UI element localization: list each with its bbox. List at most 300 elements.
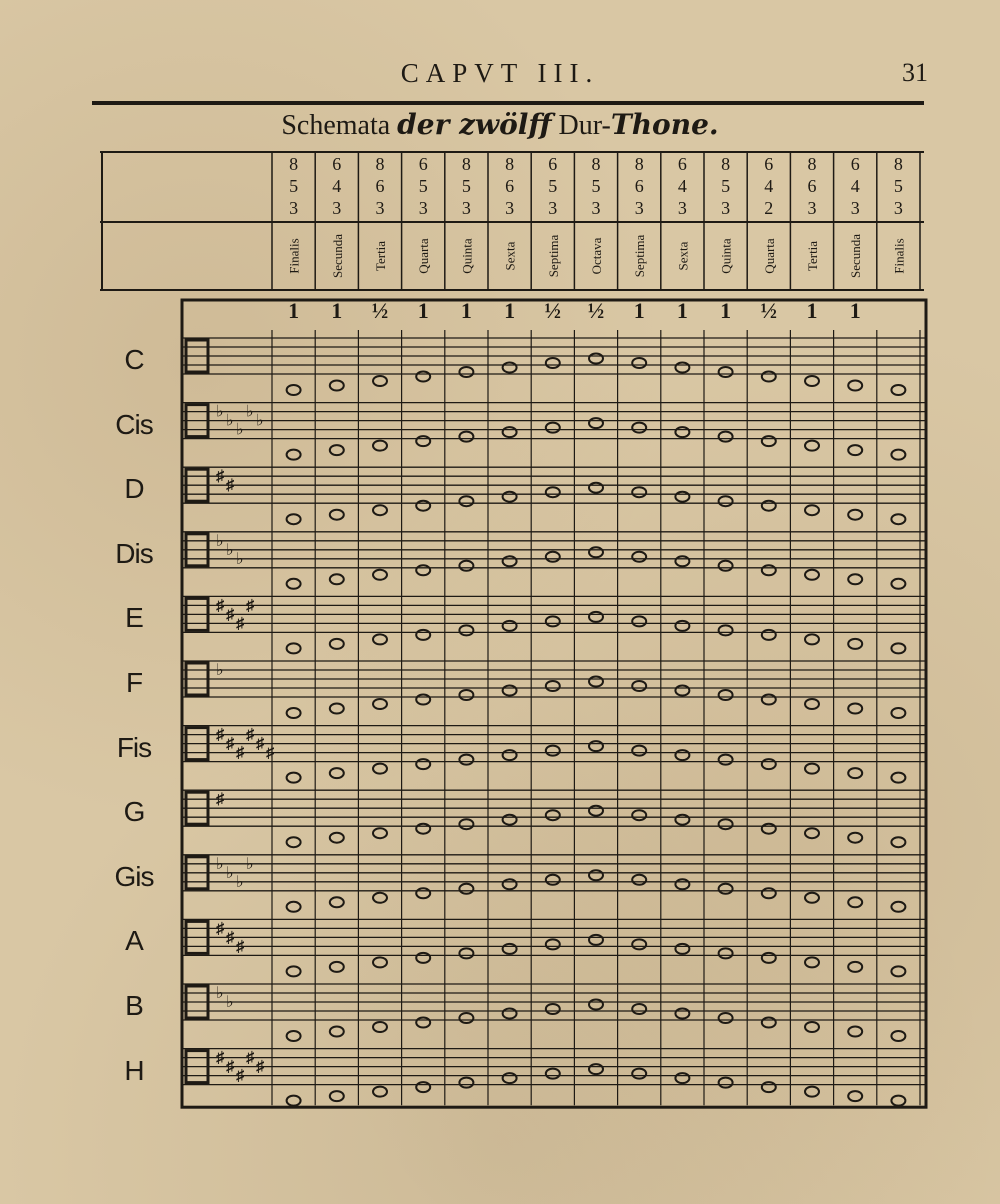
whole-note — [287, 902, 301, 912]
sharp-icon: ♯ — [226, 1058, 234, 1076]
whole-note — [891, 450, 905, 460]
whole-note — [287, 837, 301, 847]
column-name: Quinta — [718, 238, 734, 274]
figured-bass-number: 6 — [634, 176, 644, 196]
step-marker: 1 — [288, 298, 300, 323]
whole-note — [762, 1018, 776, 1028]
figured-bass-number: 6 — [850, 154, 860, 174]
flat-icon: ♭ — [216, 855, 224, 873]
whole-note — [546, 616, 560, 626]
whole-note — [503, 879, 517, 889]
whole-note — [805, 634, 819, 644]
column-name: Finalis — [286, 238, 302, 274]
whole-note — [762, 501, 776, 511]
figured-bass-number: 3 — [591, 198, 601, 218]
flat-icon: ♭ — [216, 662, 224, 679]
whole-note — [330, 704, 344, 714]
flat-icon: ♭ — [226, 412, 234, 430]
figured-bass-number: 3 — [332, 198, 342, 218]
sharp-icon: ♯ — [236, 615, 244, 633]
whole-note — [373, 1087, 387, 1097]
flat-icon: ♭ — [256, 412, 264, 430]
column-name: Finalis — [891, 238, 907, 274]
whole-note — [891, 643, 905, 653]
whole-note — [589, 935, 603, 945]
key-label: E — [125, 602, 143, 634]
column-name: Quarta — [761, 238, 777, 274]
sharp-icon: ♯ — [216, 1049, 224, 1067]
figured-bass-number: 8 — [807, 154, 817, 174]
whole-note — [891, 1096, 905, 1106]
flat-icon: ♭ — [226, 994, 234, 1011]
whole-note — [805, 570, 819, 580]
step-marker: 1 — [504, 298, 516, 323]
whole-note — [805, 376, 819, 386]
figured-bass-number: 3 — [634, 198, 644, 218]
whole-note — [459, 1078, 473, 1088]
sharp-icon: ♯ — [226, 606, 234, 624]
whole-note — [546, 1004, 560, 1014]
whole-note — [891, 579, 905, 589]
whole-note — [503, 750, 517, 760]
whole-note — [848, 897, 862, 907]
sharp-icon: ♯ — [246, 597, 254, 615]
chapter-header: CAPVT III. — [400, 58, 600, 88]
subtitle-word-der-zwoelff: der zwölff — [397, 108, 552, 141]
sharp-icon: ♯ — [226, 929, 234, 947]
figured-bass-number: 6 — [764, 154, 774, 174]
figured-bass-number: 3 — [893, 198, 903, 218]
step-marker: ½ — [760, 298, 778, 323]
whole-note — [459, 367, 473, 377]
whole-note — [632, 423, 646, 433]
step-marker: ½ — [587, 298, 605, 323]
whole-note — [416, 953, 430, 963]
whole-note — [848, 1091, 862, 1101]
figured-bass-number: 5 — [591, 176, 601, 196]
whole-note — [416, 372, 430, 382]
whole-note — [416, 630, 430, 640]
sharp-icon: ♯ — [256, 1058, 264, 1076]
figured-bass-number: 6 — [807, 176, 817, 196]
sharp-icon: ♯ — [226, 735, 234, 753]
key-label: F — [125, 667, 143, 698]
sharp-icon: ♯ — [246, 726, 254, 744]
page-number: 31 — [902, 58, 928, 87]
whole-note — [287, 708, 301, 718]
whole-note — [589, 1064, 603, 1074]
whole-note — [719, 948, 733, 958]
whole-note — [287, 579, 301, 589]
whole-note — [503, 363, 517, 373]
whole-note — [589, 677, 603, 687]
whole-note — [805, 505, 819, 515]
whole-note — [416, 436, 430, 446]
flat-icon: ♭ — [246, 855, 254, 873]
whole-note — [848, 962, 862, 972]
whole-note — [632, 810, 646, 820]
figured-bass-number: 3 — [850, 198, 860, 218]
column-name: Octava — [589, 237, 604, 275]
whole-note — [459, 625, 473, 635]
figured-bass-number: 6 — [375, 176, 385, 196]
sharp-icon: ♯ — [266, 744, 274, 762]
key-label: Cis — [115, 408, 153, 440]
whole-note — [632, 746, 646, 756]
whole-note — [762, 436, 776, 446]
whole-note — [891, 708, 905, 718]
whole-note — [632, 1069, 646, 1079]
whole-note — [675, 686, 689, 696]
whole-note — [546, 552, 560, 562]
figured-bass-number: 8 — [461, 154, 471, 174]
key-label: Gis — [114, 860, 154, 892]
whole-note — [416, 1082, 430, 1092]
whole-note — [503, 686, 517, 696]
key-label: Dis — [115, 537, 153, 569]
whole-note — [848, 833, 862, 843]
whole-note — [330, 1091, 344, 1101]
whole-note — [805, 828, 819, 838]
subtitle-word-thone: Thone. — [610, 108, 719, 141]
figured-bass-number: 5 — [289, 176, 299, 196]
step-marker: 1 — [806, 298, 818, 323]
sharp-icon: ♯ — [256, 735, 264, 753]
figured-bass-number: 6 — [418, 154, 428, 174]
figured-bass-number: 5 — [418, 176, 428, 196]
column-name: Tertia — [805, 240, 820, 272]
whole-note — [891, 837, 905, 847]
figured-bass-number: 3 — [677, 198, 687, 218]
whole-note — [287, 1096, 301, 1106]
whole-note — [373, 828, 387, 838]
flat-icon: ♭ — [246, 403, 254, 421]
whole-note — [891, 514, 905, 524]
whole-note — [373, 376, 387, 386]
whole-note — [632, 875, 646, 885]
whole-note — [805, 1087, 819, 1097]
figured-bass-number: 5 — [548, 176, 558, 196]
whole-note — [589, 870, 603, 880]
whole-note — [675, 427, 689, 437]
figured-bass-number: 8 — [591, 154, 601, 174]
whole-note — [373, 570, 387, 580]
figured-bass-number: 5 — [721, 176, 731, 196]
key-label: A — [125, 925, 143, 957]
whole-note — [891, 1031, 905, 1041]
whole-note — [373, 634, 387, 644]
whole-note — [891, 385, 905, 395]
whole-note — [416, 565, 430, 575]
flat-icon: ♭ — [226, 864, 234, 882]
flat-icon: ♭ — [216, 985, 224, 1002]
whole-note — [503, 815, 517, 825]
whole-note — [719, 1078, 733, 1088]
flat-icon: ♭ — [216, 403, 224, 421]
whole-note — [848, 639, 862, 649]
whole-note — [675, 363, 689, 373]
whole-note — [416, 695, 430, 705]
whole-note — [459, 755, 473, 765]
whole-note — [546, 939, 560, 949]
whole-note — [632, 487, 646, 497]
whole-note — [503, 492, 517, 502]
whole-note — [719, 690, 733, 700]
whole-note — [762, 953, 776, 963]
whole-note — [719, 819, 733, 829]
whole-note — [373, 441, 387, 451]
column-name: Quinta — [459, 238, 475, 274]
column-name: Sexta — [675, 241, 691, 271]
whole-note — [762, 1082, 776, 1092]
whole-note — [675, 556, 689, 566]
sharp-icon: ♯ — [246, 1049, 254, 1067]
whole-note — [632, 616, 646, 626]
whole-note — [546, 681, 560, 691]
key-label: D — [124, 473, 144, 505]
key-label: H — [124, 1054, 144, 1086]
whole-note — [762, 372, 776, 382]
figured-bass-number: 5 — [461, 176, 471, 196]
figured-bass-number: 2 — [764, 198, 774, 218]
whole-note — [589, 483, 603, 493]
figured-bass-number: 3 — [289, 198, 299, 218]
whole-note — [503, 427, 517, 437]
whole-note — [503, 1073, 517, 1083]
whole-note — [632, 681, 646, 691]
whole-note — [459, 819, 473, 829]
whole-note — [675, 1073, 689, 1083]
step-marker: 1 — [676, 298, 688, 323]
whole-note — [589, 418, 603, 428]
whole-note — [632, 358, 646, 368]
whole-note — [287, 450, 301, 460]
whole-note — [459, 432, 473, 442]
whole-note — [589, 741, 603, 751]
whole-note — [373, 764, 387, 774]
sharp-icon: ♯ — [216, 597, 224, 615]
whole-note — [848, 704, 862, 714]
whole-note — [675, 492, 689, 502]
whole-note — [373, 505, 387, 515]
whole-note — [805, 764, 819, 774]
whole-note — [632, 552, 646, 562]
whole-note — [805, 1022, 819, 1032]
whole-note — [330, 833, 344, 843]
whole-note — [891, 773, 905, 783]
step-marker: 1 — [720, 298, 732, 323]
whole-note — [416, 888, 430, 898]
figured-bass-number: 8 — [375, 154, 385, 174]
figured-bass-number: 3 — [375, 198, 385, 218]
column-name: Secunda — [329, 233, 345, 279]
whole-note — [632, 939, 646, 949]
whole-note — [503, 621, 517, 631]
whole-note — [287, 643, 301, 653]
whole-note — [675, 750, 689, 760]
column-name: Sexta — [502, 241, 518, 271]
step-marker: ½ — [371, 298, 389, 323]
column-name: Secunda — [848, 233, 864, 279]
flat-icon: ♭ — [236, 550, 244, 568]
whole-note — [719, 496, 733, 506]
subtitle-word-dur: Dur- — [558, 110, 611, 141]
whole-note — [330, 897, 344, 907]
figured-bass-number: 3 — [505, 198, 515, 218]
whole-note — [546, 810, 560, 820]
sharp-icon: ♯ — [236, 744, 244, 762]
whole-note — [762, 759, 776, 769]
whole-note — [848, 574, 862, 584]
step-marker: 1 — [331, 298, 343, 323]
whole-note — [675, 621, 689, 631]
column-name: Tertia — [373, 240, 388, 272]
step-marker: 1 — [417, 298, 429, 323]
key-label: B — [125, 990, 143, 1021]
whole-note — [287, 773, 301, 783]
figured-bass-number: 5 — [893, 176, 903, 196]
sharp-icon: ♯ — [216, 468, 224, 486]
whole-note — [416, 824, 430, 834]
whole-note — [330, 574, 344, 584]
whole-note — [762, 824, 776, 834]
whole-note — [330, 445, 344, 455]
whole-note — [589, 612, 603, 622]
figured-bass-number: 4 — [764, 176, 774, 196]
whole-note — [459, 1013, 473, 1023]
whole-note — [373, 699, 387, 709]
whole-note — [546, 875, 560, 885]
whole-note — [503, 944, 517, 954]
whole-note — [762, 565, 776, 575]
whole-note — [373, 1022, 387, 1032]
whole-note — [675, 1009, 689, 1019]
whole-note — [848, 445, 862, 455]
whole-note — [330, 639, 344, 649]
whole-note — [589, 806, 603, 816]
whole-note — [330, 962, 344, 972]
sharp-icon: ♯ — [226, 477, 234, 495]
whole-note — [719, 755, 733, 765]
whole-note — [546, 746, 560, 756]
whole-note — [805, 441, 819, 451]
whole-note — [459, 496, 473, 506]
flat-icon: ♭ — [236, 873, 244, 891]
whole-note — [373, 893, 387, 903]
figured-bass-number: 8 — [634, 154, 644, 174]
figured-bass-number: 3 — [721, 198, 731, 218]
whole-note — [632, 1004, 646, 1014]
sharp-icon: ♯ — [216, 791, 224, 809]
column-name: Septima — [632, 234, 648, 278]
figured-bass-number: 6 — [548, 154, 558, 174]
whole-note — [805, 957, 819, 967]
whole-note — [459, 690, 473, 700]
whole-note — [675, 944, 689, 954]
whole-note — [848, 381, 862, 391]
sharp-icon: ♯ — [236, 938, 244, 956]
whole-note — [589, 354, 603, 364]
whole-note — [546, 423, 560, 433]
whole-note — [416, 759, 430, 769]
whole-note — [589, 547, 603, 557]
whole-note — [287, 385, 301, 395]
whole-note — [546, 487, 560, 497]
whole-note — [805, 893, 819, 903]
whole-note — [589, 1000, 603, 1010]
whole-note — [675, 879, 689, 889]
figured-bass-number: 3 — [418, 198, 428, 218]
whole-note — [848, 510, 862, 520]
whole-note — [848, 1027, 862, 1037]
figured-bass-number: 8 — [893, 154, 903, 174]
subtitle-word-schemata: Schemata — [281, 110, 391, 141]
figured-bass-number: 6 — [677, 154, 687, 174]
key-label: Fis — [116, 731, 152, 763]
whole-note — [546, 1069, 560, 1079]
column-name: Quarta — [416, 238, 432, 274]
sharp-icon: ♯ — [216, 726, 224, 744]
step-marker: 1 — [460, 298, 472, 323]
whole-note — [891, 902, 905, 912]
whole-note — [719, 625, 733, 635]
whole-note — [287, 966, 301, 976]
key-label: C — [124, 344, 144, 375]
whole-note — [675, 815, 689, 825]
whole-note — [762, 695, 776, 705]
figured-bass-number: 8 — [505, 154, 515, 174]
whole-note — [719, 884, 733, 894]
figured-bass-number: 6 — [505, 176, 515, 196]
figured-bass-number: 4 — [850, 176, 860, 196]
step-marker: 1 — [633, 298, 645, 323]
whole-note — [848, 768, 862, 778]
whole-note — [805, 699, 819, 709]
whole-note — [287, 1031, 301, 1041]
figured-bass-number: 3 — [461, 198, 471, 218]
step-marker: ½ — [544, 298, 562, 323]
whole-note — [719, 1013, 733, 1023]
whole-note — [416, 501, 430, 511]
whole-note — [762, 630, 776, 640]
whole-note — [719, 367, 733, 377]
whole-note — [287, 514, 301, 524]
whole-note — [330, 510, 344, 520]
whole-note — [330, 768, 344, 778]
flat-icon: ♭ — [236, 421, 244, 439]
sharp-icon: ♯ — [216, 920, 224, 938]
whole-note — [373, 957, 387, 967]
whole-note — [891, 966, 905, 976]
column-name: Septima — [545, 234, 561, 278]
whole-note — [416, 1018, 430, 1028]
flat-icon: ♭ — [226, 541, 234, 559]
whole-note — [719, 561, 733, 571]
whole-note — [503, 1009, 517, 1019]
key-label: G — [123, 796, 145, 828]
figured-bass-number: 4 — [677, 176, 687, 196]
whole-note — [459, 884, 473, 894]
whole-note — [503, 556, 517, 566]
figured-bass-number: 3 — [548, 198, 558, 218]
figured-bass-number: 3 — [807, 198, 817, 218]
whole-note — [546, 358, 560, 368]
whole-note — [459, 561, 473, 571]
figured-bass-number: 8 — [721, 154, 731, 174]
flat-icon: ♭ — [216, 532, 224, 550]
whole-note — [459, 948, 473, 958]
whole-note — [330, 1027, 344, 1037]
